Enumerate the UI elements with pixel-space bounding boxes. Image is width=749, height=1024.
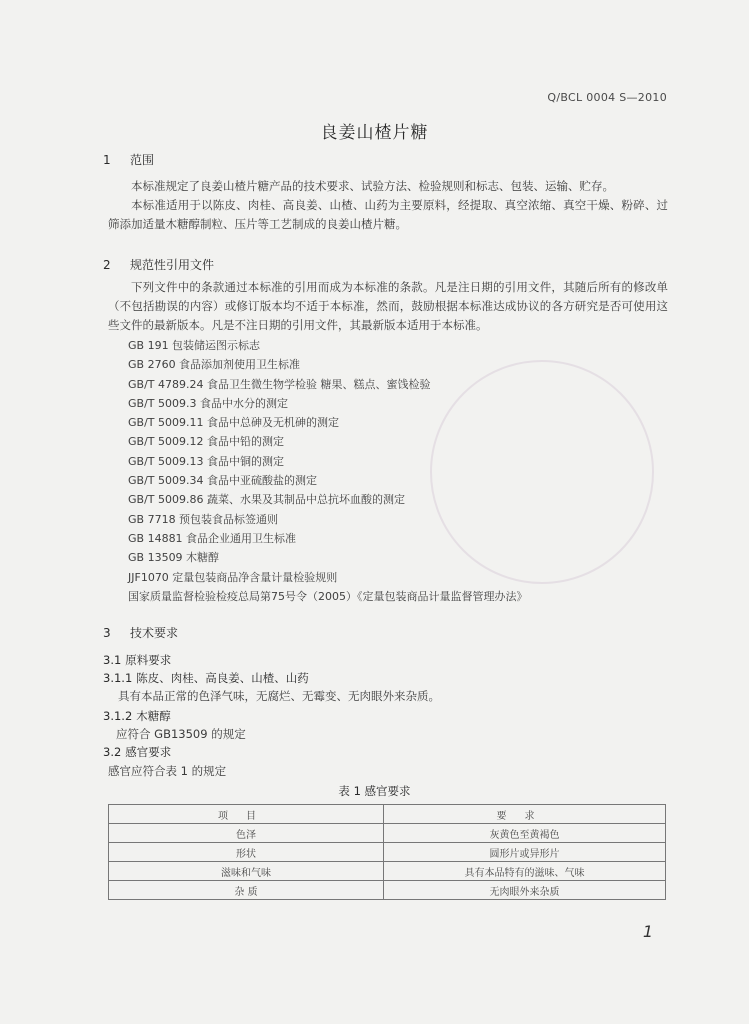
document-title: 良姜山楂片糖 [320, 123, 429, 143]
subsection-number: 3.1.2 [103, 709, 133, 723]
paragraph: 本标准规定了良姜山楂片糖产品的技术要求、试验方法、检验规则和标志、包装、运输、贮存。 [131, 179, 614, 193]
subsection-number: 3.1.1 [103, 671, 133, 685]
table-cell: 圆形片或异形片 [384, 843, 666, 862]
table-cell: 色泽 [109, 824, 384, 843]
section-number: 2 [103, 258, 111, 272]
subsection-3-1-2-heading [103, 708, 171, 724]
table-cell: 无肉眼外来杂质 [384, 881, 666, 900]
subsection-3-1-heading [103, 652, 171, 668]
reference-item: GB/T 5009.12 食品中铅的测定 [128, 435, 284, 449]
standard-number: Q/BCL 0004 S—2010 [547, 91, 667, 104]
table-header-row [109, 805, 666, 824]
table-row [109, 881, 666, 900]
reference-item: GB 14881 食品企业通用卫生标准 [128, 531, 297, 545]
reference-item: GB 191 包装储运图示标志 [128, 339, 261, 352]
section-1-heading [103, 151, 154, 168]
table-cell: 滋味和气味 [109, 862, 384, 881]
paragraph: 本标准适用于以陈皮、肉桂、高良姜、山楂、山药为主要原料，经提取、真空浓缩、真空干燥、粉碎、过筛添加适量木糖醇制粒、压片等工艺制成的良姜山楂片糖。 [108, 198, 668, 231]
reference-item: 国家质量监督检验检疫总局第75号令（2005）《定量包装商品计量监督管理办法》 [128, 589, 528, 603]
reference-item: GB/T 5009.34 食品中亚硫酸盐的测定 [128, 474, 317, 488]
table-row [109, 843, 666, 862]
section-title: 规范性引用文件 [130, 258, 215, 272]
reference-item: GB/T 5009.86 蔬菜、水果及其制品中总抗坏血酸的测定 [128, 493, 405, 507]
subsection-number: 3.1 [103, 653, 122, 667]
reference-item: JJF1070 定量包装商品净含量计量检验规则 [128, 570, 338, 584]
reference-item: GB/T 5009.13 食品中铜的测定 [128, 454, 284, 468]
subsection-number: 3.2 [103, 745, 122, 759]
section-title: 范围 [130, 153, 155, 167]
section-3-heading [103, 624, 178, 641]
subsection-title: 原料要求 [125, 653, 172, 667]
section-2-body [108, 278, 668, 335]
subsection-3-2-heading [103, 744, 171, 760]
sensory-requirements-table [108, 804, 666, 900]
section-number: 1 [103, 153, 111, 167]
subsection-3-1-2-text: 应符合 GB13509 的规定 [116, 727, 246, 741]
reference-item: GB/T 4789.24 食品卫生微生物学检验 糖果、糕点、蜜饯检验 [128, 377, 431, 391]
table-cell: 形状 [109, 843, 384, 862]
reference-item: GB 13509 木糖醇 [128, 551, 220, 565]
table-header-cell: 要求 [384, 805, 666, 824]
page-number: 1 [642, 922, 653, 941]
reference-item: GB 7718 预包装食品标签通则 [128, 512, 279, 526]
section-title: 技术要求 [130, 626, 179, 640]
reference-list [128, 336, 528, 606]
table-row [109, 862, 666, 881]
subsection-title: 木糖醇 [136, 709, 171, 723]
table-cell: 杂 质 [109, 881, 384, 900]
table-row [109, 824, 666, 843]
subsection-title: 陈皮、肉桂、高良姜、山楂、山药 [136, 671, 309, 685]
section-2-heading [103, 256, 214, 273]
reference-item: GB 2760 食品添加剂使用卫生标准 [128, 358, 301, 372]
subsection-3-2-text: 感官应符合表 1 的规定 [108, 764, 227, 778]
table-cell: 具有本品特有的滋味、气味 [384, 862, 666, 881]
table-caption: 表 1 感官要求 [338, 784, 411, 798]
paragraph: 下列文件中的条款通过本标准的引用而成为本标准的条款。凡是注日期的引用文件，其随后所有的修改单（不包括勘误的内容）或修订版本均不适于本标准，然而，鼓励根据本标准达成协议的各方研究是否可使用这些文件的最新版本。凡是不注日期的引用文件，其最新版本适用于本标准。 [108, 280, 668, 332]
section-number: 3 [103, 626, 111, 640]
table-header-cell: 项目 [109, 805, 384, 824]
subsection-title: 感官要求 [125, 745, 172, 759]
subsection-3-1-1-text: 具有本品正常的色泽气味，无腐烂、无霉变、无肉眼外来杂质。 [118, 689, 440, 703]
reference-item: GB/T 5009.3 食品中水分的测定 [128, 396, 288, 410]
table-cell: 灰黄色至黄褐色 [384, 824, 666, 843]
reference-item: GB/T 5009.11 食品中总砷及无机砷的测定 [128, 416, 339, 430]
section-1-body [108, 177, 668, 234]
subsection-3-1-1-heading [103, 670, 309, 686]
